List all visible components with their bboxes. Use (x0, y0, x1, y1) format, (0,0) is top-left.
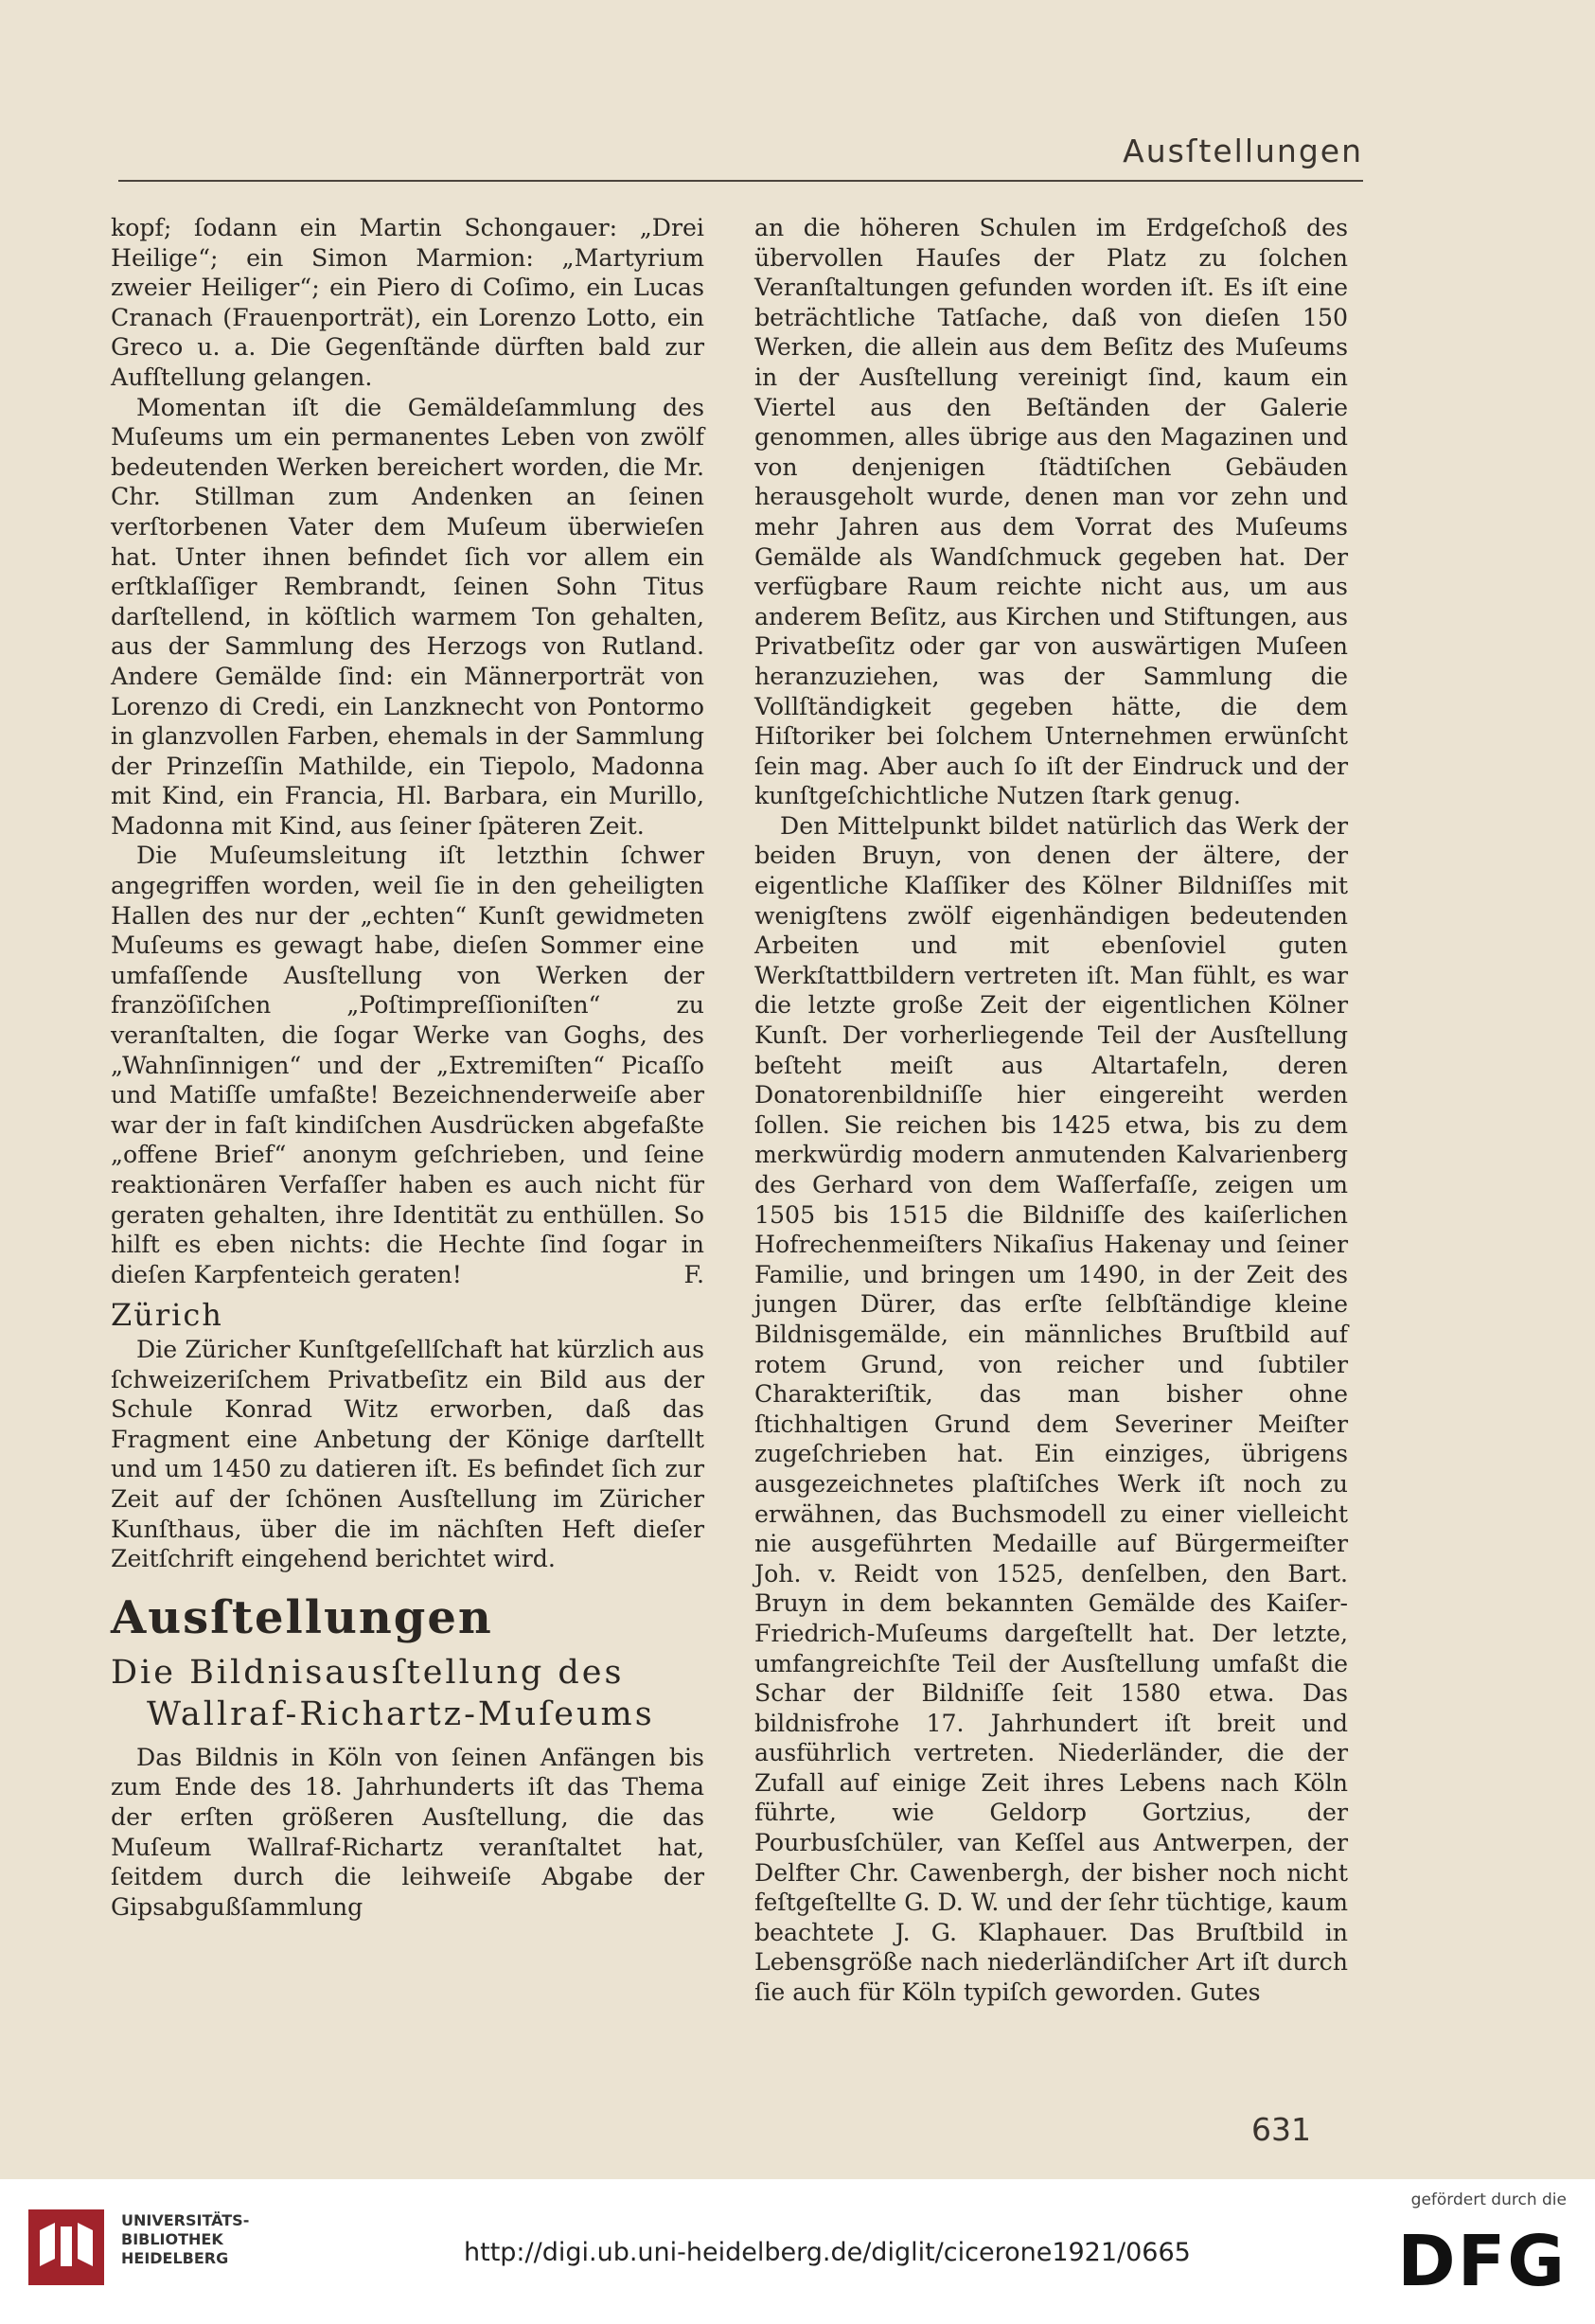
funding-note: gefördert durch die (1410, 2191, 1567, 2209)
zurich-heading: Zürich (111, 1297, 223, 1334)
subheading-line: Wallraf-Richartz-Muſeums (147, 1694, 655, 1733)
dfg-logo: DFG (1397, 2221, 1567, 2302)
paragraph: an die höheren Schulen im Erdgeſchoß des übervollen Hauſes der Platz zu ſolchen Veranſtaltungen gefunden worden iſt. Es iſt eine beträchtliche Tatſache, daß von dieſen 150 Werken, die allein aus dem Beſitz des Muſeums in der Ausſtellung vereinigt ſind, kaum ein Viertel aus den Beſtänden der Galerie genommen, alles übrige aus den Magazinen und von denjenigen ſtädtiſchen Gebäuden herausgeholt wurde, denen man vor zehn und mehr Jahren aus dem Vorrat des Muſeums Gemälde als Wandſchmuck gegeben hat. Der verfügbare Raum reichte nicht aus, um aus anderem Beſitz, aus Kirchen und Stiftungen, aus Privatbeſitz oder gar von auswärtigen Muſeen heranzuziehen, was der Sammlung die Vollſtändigkeit gegeben hätte, die dem Hiſtoriker bei ſolchem Unternehmen erwünſcht ſein mag. Aber auch ſo iſt der Eindruck und der kunſtgeſchichtliche Nutzen ſtark genug. (754, 214, 1348, 810)
library-name: UNIVERSITÄTS- BIBLIOTHEK HEIDELBERG (121, 2211, 250, 2267)
paragraph-text: Die Muſeumsleitung iſt letzthin ſchwer angegriffen worden, weil ſie in den geheiligten Hallen des nur der „echten“ Kunſt gewidmeten Muſeums es gewagt habe, dieſen Sommer eine umfaſſende Ausſtellung von Werken der franzöſiſchen „Poſtimpreſſioniſten“ zu veranſtalten, die ſogar Werke van Goghs, des „Wahnſinnigen“ und der „Extremiſten“ Picaſſo und Matiſſe umfaßte! Bezeichnenderweiſe aber war der in faſt kindiſchen Ausdrücken abgefaßte „offene Brief“ anonym geſchrieben, und ſeine reaktionären Verfaſſer haben es auch nicht für geraten gehalten, ihre Identität zu enthüllen. So hilft es eben nichts: die Hechte ſind ſogar in dieſen Karpfenteich geraten! (111, 842, 704, 1288)
paragraph: Das Bildnis in Köln von ſeinen Anfängen bis zum Ende des 18. Jahrhunderts iſt das Thema der erſten größeren Ausſtellung, die das Muſeum Wallraf-Richartz veranſtaltet hat, ſeitdem durch die leihweiſe Abgabe der Gipsabgußſammlung (111, 1743, 704, 1921)
section-heading: Ausſtellungen (111, 1590, 493, 1644)
paragraph: Momentan iſt die Gemäldeſammlung des Muſeums um ein permanentes Leben von zwölf bedeutenden Werken bereichert worden, die Mr. Chr. Stillman zum Andenken an ſeinen verſtorbenen Vater dem Muſeum überwieſen hat. Unter ihnen befindet ſich vor allem ein erſtklaſſiger Rembrandt, ſeinen Sohn Titus darſtellend, in köſtlich warmem Ton gehalten, aus der Sammlung des Herzogs von Rutland. Andere Gemälde ſind: ein Männerporträt von Lorenzo di Credi, ein Lanzknecht von Pontormo in glanzvollen Farben, ehemals in der Sammlung der Prinzeſſin Mathilde, ein Tiepolo, Madonna mit Kind, ein Francia, Hl. Barbara, ein Murillo, Madonna mit Kind, aus ſeiner ſpäteren Zeit. (111, 393, 704, 840)
author-signature: F. (683, 1260, 704, 1288)
page-number: 631 (1251, 2111, 1311, 2148)
paragraph: Die Züricher Kunſtgeſellſchaft hat kürzlich aus ſchweizeriſchem Privatbeſitz ein Bild aus der Schule Konrad Witz erworben, daß das Fragment eine Anbetung der Könige darſtellt und um 1450 zu datieren iſt. Es befindet ſich zur Zeit auf der ſchönen Ausſtellung im Züricher Kunſthaus, über die im nächſten Heft dieſer Zeitſchrift eingehend berichtet wird. (111, 1335, 704, 1573)
source-url-link[interactable]: http://digi.ub.uni-heidelberg.de/diglit/cicerone1921/0665 (464, 2238, 1191, 2267)
running-header: Ausſtellungen (1123, 133, 1363, 169)
article-subheading (111, 1652, 704, 1735)
paragraph: Den Mittelpunkt bildet natürlich das Werk der beiden Bruyn, von denen der ältere, der eigentliche Klaſſiker des Kölner Bildniſſes mit wenigſtens zwölf eigenhändigen bedeutenden Arbeiten und mit ebenſoviel guten Werkſtattbildern vertreten iſt. Man fühlt, es war die letzte große Zeit der eigentlichen Kölner Kunſt. Der vorherliegende Teil der Ausſtellung beſteht meiſt aus Altartafeln, deren Donatorenbildniſſe hier eingereiht werden ſollen. Sie reichen bis 1425 etwa, bis zu dem merkwürdig modern anmutenden Kalvarienberg des Gerhard von dem Waſſerfaſſe, zeigen um 1505 bis 1515 die Bildniſſe des kaiſerlichen Hofrechenmeiſters Nikaſius Hakenay und ſeiner Familie, und bringen um 1490, in der Zeit des jungen Dürer, das erſte ſelbſtändige kleine Bildnisgemälde, ein männliches Bruſtbild auf rotem Grund, von reicher und ſubtiler Charakteriſtik, das man bisher ohne ſtichhaltigen Grund dem Severiner Meiſter zugeſchrieben hat. Ein einziges, übrigens ausgezeichnetes plaſtiſches Werk iſt noch zu erwähnen, das Buchsmodell zu einer vielleicht nie ausgeführten Medaille auf Bürgermeiſter Joh. v. Reidt von 1525, denſelben, den Bart. Bruyn in dem bekannten Gemälde des Kaiſer-Friedrich-Muſeums dargeſtellt hat. Der letzte, umfangreichſte Teil der Ausſtellung umfaßt die Schar der Bildniſſe ſeit 1580 etwa. Das bildnisfrohe 17. Jahrhundert iſt breit und ausführlich vertreten. Niederländer, die der Zufall auf einige Zeit ihres Lebens nach Köln führte, wie Geldorp Gortzius, der Pourbusſchüler, van Keſſel aus Antwerpen, der Delfter Chr. Cawenbergh, der bisher noch nicht feſtgeſtellte G. D. W. und der ſehr tüchtige, kaum beachtete J. G. Klaphauer. Das Bruſtbild in Lebensgröße nach niederländiſcher Art iſt durch ſie auch für Köln typiſch geworden. Gutes (754, 811, 1348, 2007)
left-column (111, 213, 704, 1922)
paragraph: kopf; ſodann ein Martin Schongauer: „Drei Heilige“; ein Simon Marmion: „Martyrium zweier Heiliger“; ein Piero di Coſimo, ein Lucas Cranach (Frauenporträt), ein Lorenzo Lotto, ein Greco u. a. Die Gegenſtände dürften bald zur Aufſtellung gelangen. (111, 214, 704, 391)
header-rule (118, 180, 1363, 182)
subheading-line: Die Bildnisausſtellung des (111, 1653, 625, 1692)
university-library-logo-icon (19, 2200, 114, 2295)
digitization-footer (0, 2179, 1595, 2324)
right-column (754, 213, 1348, 2008)
paragraph (111, 841, 704, 1289)
